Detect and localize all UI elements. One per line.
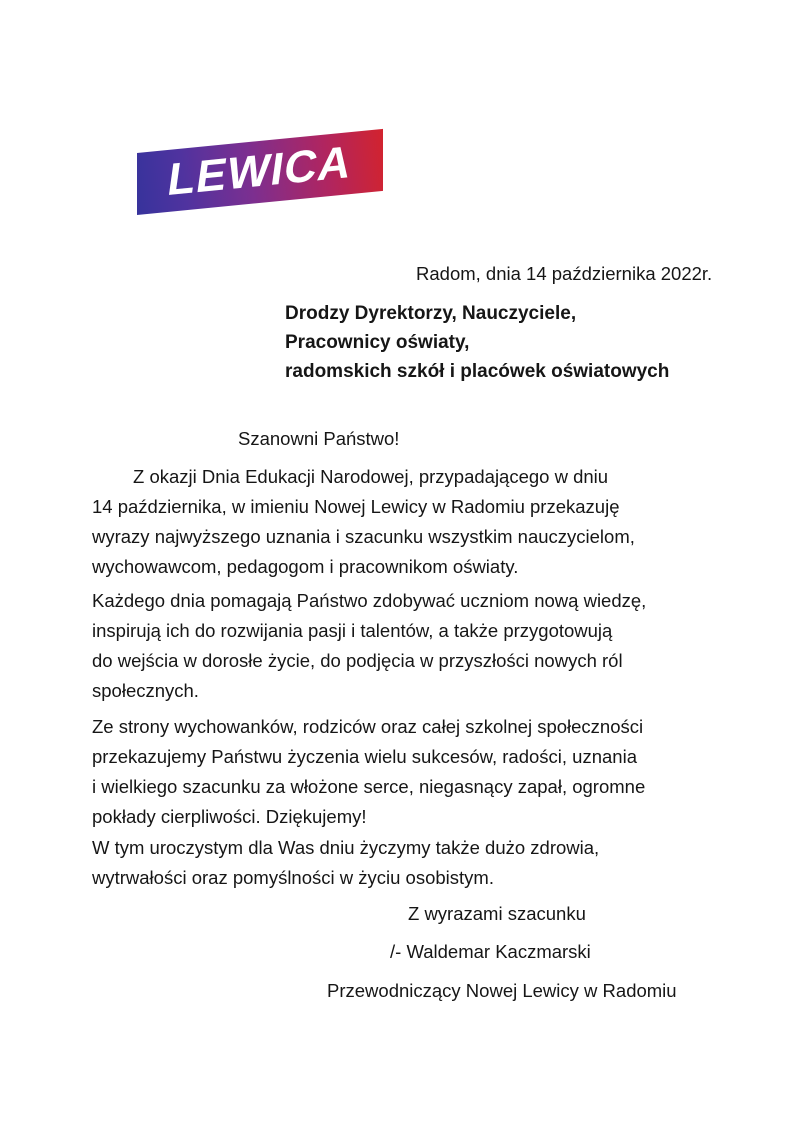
closing-phrase: Z wyrazami szacunku — [408, 903, 586, 924]
paragraph-line: wytrwałości oraz pomyślności w życiu osobistym. — [92, 867, 494, 888]
paragraph — [92, 586, 646, 706]
paragraph — [92, 833, 599, 893]
paragraph-line: inspirują ich do rozwijania pasji i talentów, a także przygotowują — [92, 620, 613, 641]
paragraph-line: społecznych. — [92, 680, 199, 701]
paragraph — [92, 462, 635, 582]
paragraph-line: 14 października, w imieniu Nowej Lewicy w Radomiu przekazuję — [92, 496, 620, 517]
paragraph-line: Ze strony wychowanków, rodziców oraz całej szkolnej społeczności — [92, 716, 644, 737]
paragraph-line: Każdego dnia pomagają Państwo zdobywać uczniom nową wiedzę, — [92, 590, 647, 611]
recipient-block — [285, 299, 669, 386]
paragraph — [92, 712, 645, 832]
lewica-logo-text: LEWICA — [164, 135, 356, 206]
salutation: Szanowni Państwo! — [238, 428, 400, 449]
lewica-logo — [137, 129, 383, 215]
recipient-line: Drodzy Dyrektorzy, Nauczyciele, — [285, 303, 577, 324]
recipient-line: radomskich szkół i placówek oświatowych — [285, 361, 670, 382]
paragraph-line: przekazujemy Państwu życzenia wielu sukcesów, radości, uznania — [92, 746, 637, 767]
paragraph-line: wyrazy najwyższego uznania i szacunku wszystkim nauczycielom, — [92, 526, 635, 547]
paragraph-line: i wielkiego szacunku za włożone serce, niegasnący zapał, ogromne — [92, 776, 646, 797]
date-line: Radom, dnia 14 października 2022r. — [416, 263, 713, 284]
paragraph-line: wychowawcom, pedagogom i pracownikom oświaty. — [92, 556, 519, 577]
signature-title: Przewodniczący Nowej Lewicy w Radomiu — [327, 980, 677, 1001]
paragraph-line: do wejścia w dorosłe życie, do podjęcia w przyszłości nowych ról — [92, 650, 623, 671]
paragraph-line: Z okazji Dnia Edukacji Narodowej, przypadającego w dniu — [133, 466, 609, 487]
paragraph-line: W tym uroczystym dla Was dniu życzymy także dużo zdrowia, — [92, 837, 600, 858]
signature-name: /- Waldemar Kaczmarski — [390, 941, 591, 962]
paragraph-line: pokłady cierpliwości. Dziękujemy! — [92, 806, 367, 827]
recipient-line: Pracownicy oświaty, — [285, 332, 470, 353]
